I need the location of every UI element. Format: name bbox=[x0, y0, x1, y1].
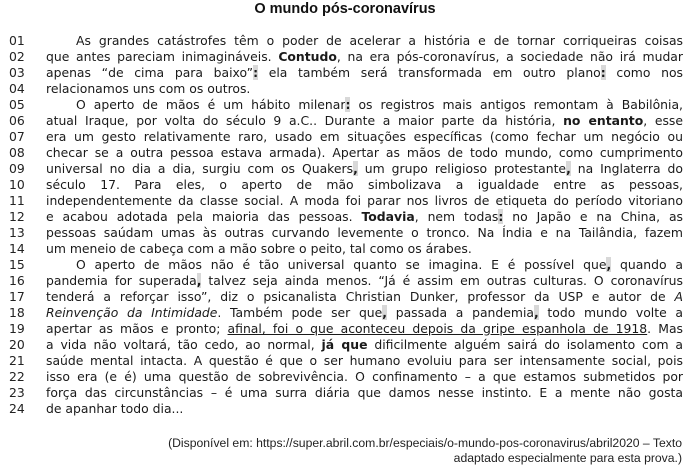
text-segment: e acabou adotada pela maioria das pessoas. bbox=[46, 209, 362, 224]
connective-bold: Contudo bbox=[278, 49, 337, 64]
text-segment: que antes pareciam inimagináveis. bbox=[46, 49, 279, 64]
text-segment: os registros mais antigos remontam à Babilônia, bbox=[350, 97, 683, 112]
text-segment: apenas “de cima para baixo” bbox=[46, 65, 254, 80]
line-number: 17 bbox=[9, 289, 25, 304]
line-number: 02 bbox=[9, 49, 25, 64]
connective-bold: no entanto bbox=[563, 113, 644, 128]
highlighted-punctuation: : bbox=[345, 97, 351, 112]
text-line bbox=[0, 321, 690, 337]
connective-bold: Todavia bbox=[361, 209, 415, 224]
text-segment: pandemia for superada bbox=[46, 273, 197, 288]
text-segment: checar se a outra pessoa estava armada). Apertar as mãos de todo mundo, como cumprimento bbox=[46, 145, 683, 160]
text-line bbox=[0, 385, 690, 401]
text-segment: , na era pós-coronavírus, a sociedade não irá mudar bbox=[336, 49, 683, 64]
book-title-italic: Reinvenção da Intimidade bbox=[46, 305, 218, 320]
text-line bbox=[0, 177, 690, 193]
text-segment: apertar as mãos e pronto; bbox=[46, 321, 228, 336]
text-line bbox=[0, 241, 690, 257]
line-number: 19 bbox=[9, 321, 25, 336]
text-segment: passada a pandemia bbox=[387, 305, 534, 320]
line-number: 10 bbox=[9, 177, 25, 192]
line-number: 24 bbox=[9, 401, 25, 416]
text-line bbox=[0, 337, 690, 353]
text-segment: era um gesto relativamente raro, usado em situações específicas (como fechar um negócio ou bbox=[46, 129, 683, 144]
text-line bbox=[0, 145, 690, 161]
line-number: 23 bbox=[9, 385, 25, 400]
highlighted-punctuation: , bbox=[382, 305, 388, 320]
text-segment: um meneio de cabeça com a mão sobre o peito, tal como os árabes. bbox=[46, 241, 472, 256]
text-segment: . Também pode ser que bbox=[217, 305, 383, 320]
text-segment: As grandes catástrofes têm o poder de acelerar a história e de tornar corriqueiras coisas bbox=[76, 33, 683, 48]
text-segment: O aperto de mãos é um hábito milenar bbox=[76, 97, 346, 112]
highlighted-punctuation: , bbox=[606, 257, 612, 272]
text-segment: relacionamos uns com os outros. bbox=[46, 81, 251, 96]
highlighted-punctuation: : bbox=[498, 209, 504, 224]
text-line bbox=[0, 65, 690, 81]
text-segment: pessoas saúdam umas às outras curvando levemente o tronco. Na Índia e na Tailândia, fazem bbox=[46, 225, 683, 240]
text-segment: na Inglaterra do bbox=[570, 161, 683, 176]
text-line bbox=[0, 353, 690, 369]
text-line bbox=[0, 225, 690, 241]
text-segment: . Mas bbox=[647, 321, 683, 336]
line-number: 18 bbox=[9, 305, 25, 320]
text-segment: , nem todas bbox=[414, 209, 499, 224]
text-segment: tenderá a reforçar isso”, diz o psicanalista Christian Dunker, professor da USP e autor de bbox=[46, 289, 675, 304]
line-number: 13 bbox=[9, 225, 25, 240]
text-line bbox=[0, 161, 690, 177]
text-segment: um grupo religioso protestante bbox=[357, 161, 567, 176]
text-segment: talvez seja ainda menos. “Já é assim em outras culturas. O coronavírus bbox=[201, 273, 683, 288]
text-segment: atual Iraque, por volta do século 9 a.C.. Durante a maior parte da história, bbox=[46, 113, 564, 128]
line-number: 06 bbox=[9, 113, 25, 128]
text-segment: no Japão e na China, as bbox=[503, 209, 683, 224]
text-segment: dificilmente alguém sairá do isolamento com a bbox=[367, 337, 683, 352]
line-number: 05 bbox=[9, 97, 25, 112]
source-citation bbox=[168, 436, 682, 466]
line-number: 09 bbox=[9, 161, 25, 176]
text-line bbox=[0, 97, 690, 113]
line-number: 12 bbox=[9, 209, 25, 224]
line-number: 22 bbox=[9, 369, 25, 384]
connective-bold: já que bbox=[321, 337, 368, 352]
underlined-passage: afinal, foi o que aconteceu depois da gripe espanhola de 1918 bbox=[227, 321, 648, 336]
text-line bbox=[0, 369, 690, 385]
line-number: 07 bbox=[9, 129, 25, 144]
line-number: 14 bbox=[9, 241, 25, 256]
text-line bbox=[0, 289, 690, 305]
text-line bbox=[0, 129, 690, 145]
highlighted-punctuation: : bbox=[253, 65, 259, 80]
line-number: 20 bbox=[9, 337, 25, 352]
text-line bbox=[0, 49, 690, 65]
text-segment: de apanhar todo dia... bbox=[46, 401, 184, 416]
line-number: 04 bbox=[9, 81, 25, 96]
text-line bbox=[0, 33, 690, 49]
highlighted-punctuation: : bbox=[600, 65, 606, 80]
text-segment: O aperto de mãos não é tão universal quanto se imagina. E é possível que bbox=[76, 257, 607, 272]
text-segment: universal no dia a dia, surgiu com os Quakers bbox=[46, 161, 354, 176]
book-title-italic: A bbox=[674, 289, 683, 304]
text-segment: , esse bbox=[643, 113, 683, 128]
highlighted-punctuation: , bbox=[566, 161, 571, 176]
highlighted-punctuation: , bbox=[353, 161, 358, 176]
highlighted-punctuation: , bbox=[534, 305, 539, 320]
text-line bbox=[0, 81, 690, 97]
text-segment: isso era (e é) uma questão de sobrevivência. O confinamento – a que estamos submetidos por bbox=[46, 369, 683, 384]
text-line bbox=[0, 257, 690, 273]
line-number: 01 bbox=[9, 33, 25, 48]
text-segment: quando a bbox=[611, 257, 683, 272]
source-line-2: adaptado especialmente para esta prova.) bbox=[453, 451, 682, 465]
line-number: 16 bbox=[9, 273, 25, 288]
line-number: 08 bbox=[9, 145, 25, 160]
text-segment: todo mundo volte a bbox=[538, 305, 683, 320]
text-segment: como nos bbox=[605, 65, 683, 80]
text-line bbox=[0, 401, 690, 417]
text-line bbox=[0, 113, 690, 129]
text-segment: força das circunstâncias – é uma surra diária que damos nesse instinto. E a mente não gosta bbox=[46, 385, 683, 400]
line-number: 15 bbox=[9, 257, 25, 272]
page-title: O mundo pós-coronavírus bbox=[254, 1, 436, 17]
source-line-1: (Disponível em: https://super.abril.com.br/especiais/o-mundo-pos-coronavirus/abril2020 – Texto bbox=[168, 436, 682, 450]
line-number: 11 bbox=[9, 193, 25, 208]
text-segment: ela também será transformada em outro plano bbox=[258, 65, 601, 80]
text-segment: saúde mental intacta. A questão é que o ser humano evoluiu para ser intensamente social, pois bbox=[46, 353, 683, 368]
text-line bbox=[0, 193, 690, 209]
text-segment: a vida não voltará, tão cedo, ao normal, bbox=[46, 337, 322, 352]
text-line bbox=[0, 305, 690, 321]
line-number: 03 bbox=[9, 65, 25, 80]
text-line bbox=[0, 273, 690, 289]
text-segment: século 17. Para eles, o aperto de mão simbolizava a igualdade entre as pessoas, bbox=[46, 177, 683, 192]
text-segment: independentemente da classe social. A moda foi parar nos livros de etiqueta do período vitoriano bbox=[46, 193, 683, 208]
highlighted-punctuation: , bbox=[196, 273, 202, 288]
line-number: 21 bbox=[9, 353, 25, 368]
text-line bbox=[0, 209, 690, 225]
text-body bbox=[0, 33, 690, 417]
